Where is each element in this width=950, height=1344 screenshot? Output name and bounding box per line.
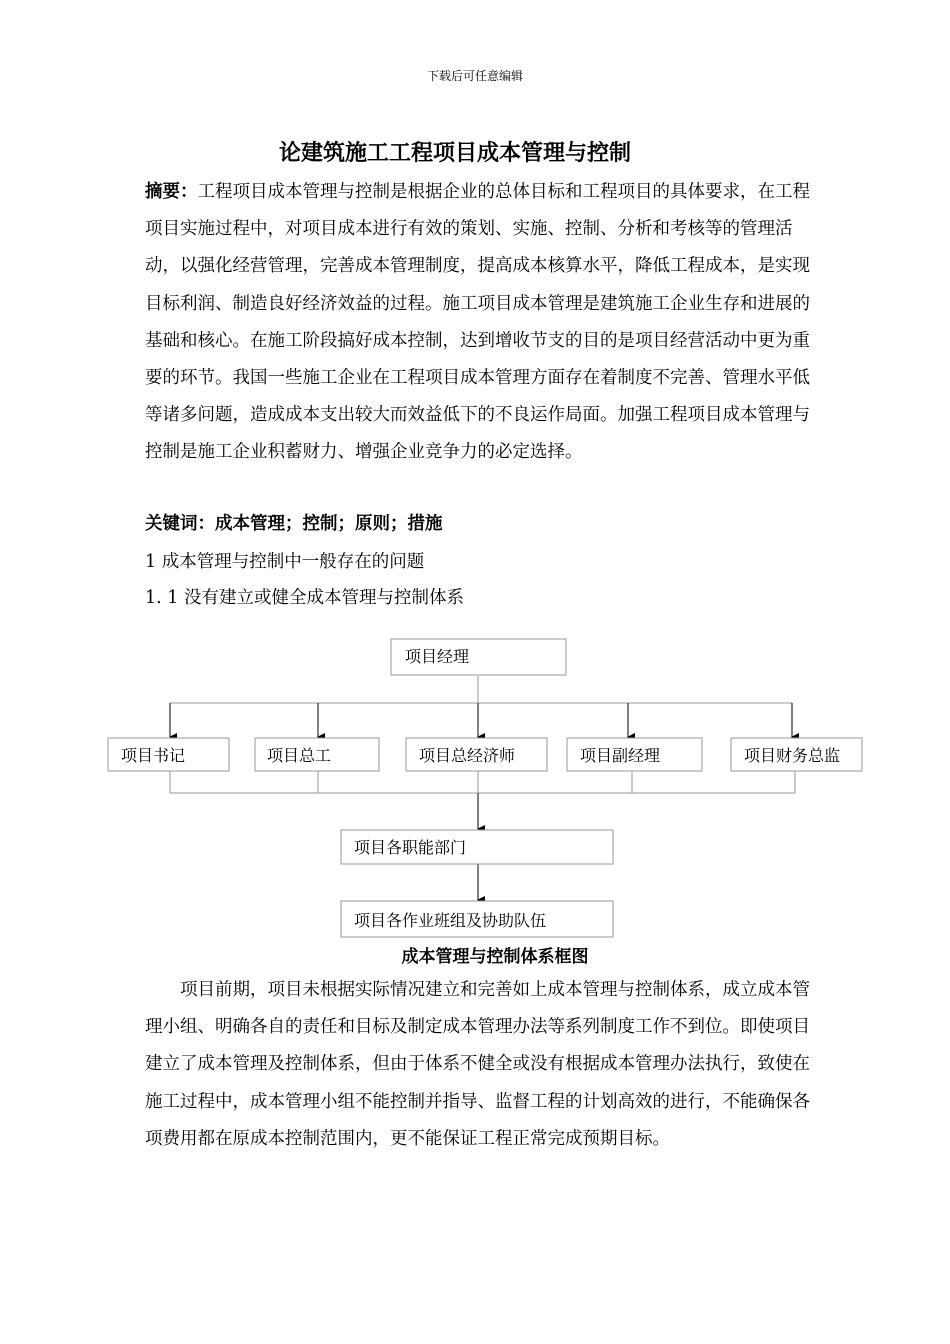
figure-caption: 成本管理与控制体系框图	[401, 947, 589, 967]
page-header: 下载后可任意编辑	[426, 69, 523, 83]
subsection-heading: 1. 1 没有建立或健全成本管理与控制体系	[145, 588, 464, 608]
label-deputy-manager: 项目副经理	[580, 746, 661, 765]
label-chief-engineer: 项目总工	[267, 746, 332, 765]
body-paragraph: 项目前期，项目未根据实际情况建立和完善如上成本管理与控制体系，成立成本管理小组、明确各自的责任和目标及制定成本管理办法等系列制度工作不到位。即使项目建立了成本管理及控制体系，但由于体系不健全或没有根据成本管理办法执行，致使在施工过程中，成本管理小组不能控制并指导、监督工程的计划高效的进行，不能确保各项费用都在原成本控制范围内，更不能保证工程正常完成预期目标。	[145, 980, 810, 1149]
abstract-label: 摘要：	[145, 182, 198, 202]
label-project-manager: 项目经理	[405, 647, 470, 666]
label-secretary: 项目书记	[121, 746, 186, 765]
label-departments: 项目各职能部门	[354, 838, 467, 857]
org-chart	[0, 630, 950, 940]
label-finance-director: 项目财务总监	[744, 746, 841, 765]
document-title: 论建筑施工工程项目成本管理与控制	[278, 140, 631, 166]
keywords: 关键词：成本管理；控制；原则；措施	[145, 514, 443, 534]
abstract	[145, 174, 815, 472]
section-heading: 1 成本管理与控制中一般存在的问题	[145, 552, 425, 572]
label-chief-economist: 项目总经济师	[419, 746, 516, 765]
label-teams: 项目各作业班组及协助队伍	[354, 911, 547, 930]
abstract-text: 工程项目成本管理与控制是根据企业的总体目标和工程项目的具体要求，在工程项目实施过程中，对项目成本进行有效的策划、实施、控制、分析和考核等的管理活动，以强化经营管理，完善成本管理制度，提高成本核算水平，降低工程成本，是实现目标利润、制造良好经济效益的过程。施工项目成本管理是建筑施工企业生存和进展的基础和核心。在施工阶段搞好成本控制，达到增收节支的目的是项目经营活动中更为重要的环节。我国一些施工企业在工程项目成本管理方面存在着制度不完善、管理水平低等诸多问题，造成成本支出较大而效益低下的不良运作局面。加强工程项目成本管理与控制是施工企业积蓄财力、增强企业竞争力的必定选择。	[145, 182, 810, 463]
